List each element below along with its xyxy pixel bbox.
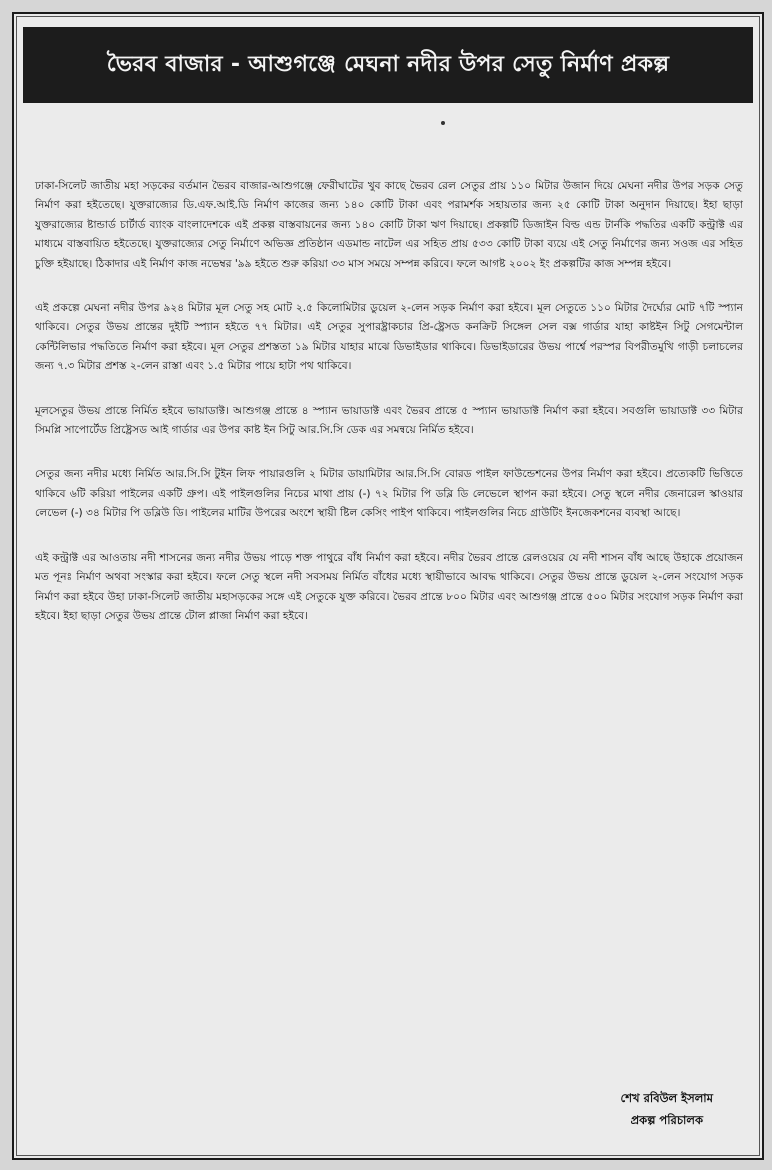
- paragraph-1: ঢাকা-সিলেট জাতীয় মহা সড়কের বর্তমান ভৈরব বাজার-আশুগঞ্জে ফেরীঘাটের খুব কাছে ভৈরব রেল সেতুর প্রায় ১১০ মিটার উজান দিয়ে মেঘনা নদীর উপর সড়ক সেতু নির্মাণ করা হইতেছে। যুক্তরাজ্যের ডি.এফ.আই.ডি নির্মাণ কাজের জন্য ১৪০ কোটি টাকা এবং পরামর্শক সহায়তার জন্য ২৫ কোটি টাকা অনুদান দিয়াছে। ইহা ছাড়া যুক্তরাজ্যের ষ্টান্ডার্ড চার্টার্ড ব্যাংক বাংলাদেশকে এই প্রকল্প বাস্তবায়নের জন্য ১৪০ কোটি টাকা ঋণ দিয়াছে। প্রকল্পটি ডিজাইন বিল্ড এন্ড টার্নকি পদ্ধতির একটি কন্ট্রাক্ট এর মাধ্যমে বাস্তবায়িত হইতেছে। যুক্তরাজ্যের সেতু নির্মাণে অভিজ্ঞ প্রতিষ্ঠান এডমান্ড নাটেল এর সহিত প্রায় ৫৩৩ কোটি টাকা ব্যয়ে এই সেতু নির্মাণের জন্য সওজ এর সহিত চুক্তি হইয়াছে। ঠিকাদার এই নির্মাণ কাজ নভেম্বর '৯৯ হইতে শুরু করিয়া ৩৩ মাস সময়ে সম্পন্ন করিবে। ফলে আগষ্ট ২০০২ ইং প্রকল্পটির কাজ সম্পন্ন হইবে।: [35, 180, 743, 270]
- notice-frame: [12, 12, 764, 1160]
- paragraph-2: এই প্রকল্পে মেঘনা নদীর উপর ৯২৪ মিটার মূল সেতু সহ মোট ২.৫ কিলোমিটার ডুয়েল ২-লেন সড়ক নির্মাণ করা হইবে। মূল সেতুতে ১১০ মিটার দৈর্ঘ্যের মোট ৭টি স্প্যান থাকিবে। সেতুর উভয় প্রান্তের দুইটি স্প্যান হইতে ৭৭ মিটার। এই সেতুর সুপারষ্ট্রাকচার প্রি-ষ্ট্রেসড কনক্রিট সিঙ্গেল সেল বক্স গার্ডার যাহা কাষ্টইন সিটু সেগমেন্টাল কেন্টিলিভার পদ্ধতিতে নির্মাণ করা হইবে। মূল সেতুর প্রশস্ততা ১৯ মিটার যাহার মাঝে ডিভাইডার থাকিবে। ডিভাইডারের উভয় পার্শ্বে পরস্পর বিপরীতমুখি গাড়ী চলাচলের জন্য ৭.৩ মিটার প্রশস্ত ২-লেন রাস্তা এবং ১.৫ মিটার পায়ে হাটা পথ থাকিবে।: [35, 302, 743, 373]
- notice-inner-border: [16, 16, 760, 1156]
- signature-block: [621, 1087, 713, 1131]
- scan-speck: [441, 121, 445, 125]
- paragraph-5: এই কন্ট্রাক্ট এর আওতায় নদী শাসনের জন্য নদীর উভয় পাড়ে শক্ত পাথুরে বাঁধ নির্মাণ করা হইবে। নদীর ভৈরব প্রান্তে রেলওয়ের যে নদী শাসন বাঁধ আছে উহাকে প্রয়োজন মত পূনঃ নির্মাণ অথবা সংস্কার করা হইবে। ফলে সেতু স্থলে নদী সবসময় নির্মিত বাঁধের মধ্যে স্থায়ীভাবে আবদ্ধ থাকিবে। সেতুর উভয় প্রান্তে ডুয়েল ২-লেন সংযোগ সড়ক নির্মাণ করা হইবে উহা ঢাকা-সিলেট জাতীয় মহাসড়কের সঙ্গে এই সেতুকে যুক্ত করিবে। ভৈরব প্রান্তে ৮০০ মিটার এবং আশুগঞ্জ প্রান্তে ৫০০ মিটার সংযোগ সড়ক নির্মাণ করা হইবে। ইহা ছাড়া সেতুর উভয় প্রান্তে টোল প্লাজা নির্মাণ করা হইবে।: [35, 551, 743, 622]
- paragraph-4: সেতুর জন্য নদীর মধ্যে নির্মিত আর.সি.সি টুইন লিফ পায়ারগুলি ২ মিটার ডায়ামিটার আর.সি.সি বোরড পাইল ফাউন্ডেশনের উপর নির্মাণ করা হইবে। প্রত্যেকটি ভিত্তিতে থাকিবে ৬টি করিয়া পাইলের একটি গ্রুপ। এই পাইলগুলির নিচের মাথা প্রায় (-) ৭২ মিটার পি ডব্লি ডি লেভেলে স্থাপন করা হইবে। সেতু স্থলে নদীর জেনারেল স্কাওয়ার লেভেল (-) ৩৪ মিটার পি ডব্লিউ ডি। পাইলের মাটির উপরের অংশে স্থায়ী ষ্টিল কেসিং পাইপ থাকিবে। পাইলগুলির নিচে গ্রাউটিং ইনজেকশনের ব্যবস্থা আছে।: [35, 468, 743, 520]
- notice-title: ভৈরব বাজার - আশুগঞ্জে মেঘনা নদীর উপর সেতু নির্মাণ প্রকল্প: [23, 27, 753, 103]
- signatory-name: শেখ রবিউল ইসলাম: [620, 1091, 713, 1105]
- signatory-designation: প্রকল্প পরিচালক: [630, 1113, 703, 1127]
- paragraph-3: মূলসেতুর উভয় প্রান্তে নির্মিত হইবে ভায়াডাক্ট। আশুগঞ্জ প্রান্তে ৪ স্প্যান ভায়াডাক্ট এবং ভৈরব প্রান্তে ৫ স্প্যান ভায়াডাক্ট নির্মাণ করা হইবে। সবগুলি ভায়াডাক্ট ৩৩ মিটার সিমপ্লি সাপোর্টেড প্রিষ্ট্রেসড আই গার্ডার এর উপর কাষ্ট ইন সিটু আর.সি.সি ডেক এর সমন্বয়ে নির্মিত হইবে।: [35, 404, 743, 437]
- notice-body: [35, 177, 743, 651]
